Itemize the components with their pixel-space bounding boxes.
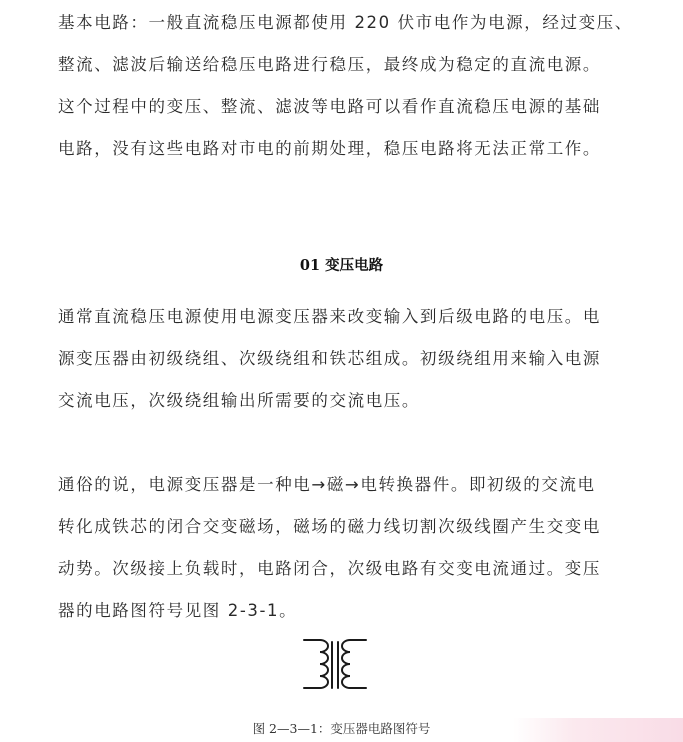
intro-paragraph [58,2,633,170]
transformer-symbol-icon [290,630,380,710]
text-line: 基本电路：一般直流稳压电源都使用 220 伏市电作为电源，经过变压、 [58,13,633,32]
transformer-figure [290,630,380,710]
section-heading: 01 变压电路 [299,257,384,274]
text-line: 源变压器由初级绕组、次级绕组和铁芯组成。初级绕组用来输入电源 [58,349,601,368]
text-line: 整流、滤波后输送给稳压电路进行稳压，最终成为稳定的直流电源。 [58,55,601,74]
text-line: 交流电压，次级绕组输出所需要的交流电压。 [58,391,420,410]
transformer-principle-paragraph [58,464,628,632]
text-line: 动势。次级接上负载时，电路闭合，次级电路有交变电流通过。变压 [58,559,601,578]
text-line: 通常直流稳压电源使用电源变压器来改变输入到后级电路的电压。电 [58,307,601,326]
transformer-description-paragraph [58,296,628,422]
text-line: 电路，没有这些电路对市电的前期处理，稳压电路将无法正常工作。 [58,139,601,158]
text-line: 通俗的说，电源变压器是一种电→磁→电转换器件。即初级的交流电 [58,475,596,494]
text-line: 转化成铁芯的闭合交变磁场，磁场的磁力线切割次级线圈产生交变电 [58,517,601,536]
watermark-tint [513,718,683,742]
text-line: 器的电路图符号见图 2-3-1。 [58,601,298,620]
text-line: 这个过程中的变压、整流、滤波等电路可以看作直流稳压电源的基础 [58,97,601,116]
figure-caption: 图 2—3—1：变压器电路图符号 [252,721,431,736]
